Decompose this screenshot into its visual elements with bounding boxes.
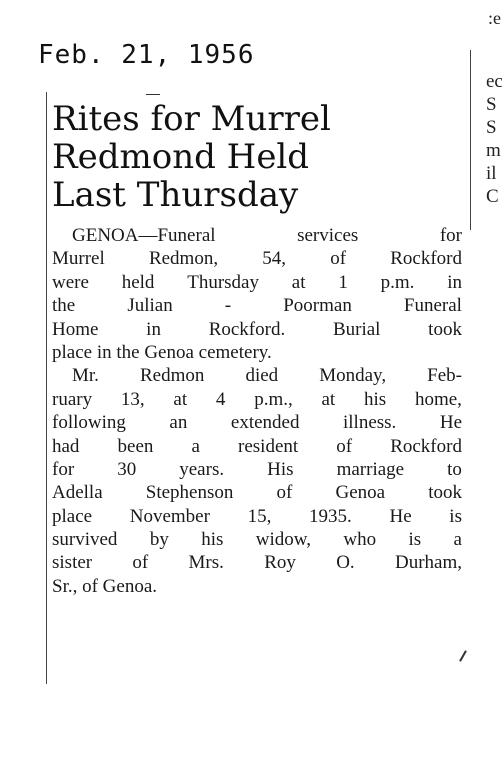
word: Mrs. bbox=[188, 552, 224, 574]
word: Funeral bbox=[403, 295, 462, 317]
word: Roy bbox=[264, 552, 296, 574]
headline-line: Redmond Held bbox=[52, 137, 310, 177]
word: took bbox=[428, 482, 462, 504]
word: the bbox=[52, 295, 76, 317]
fragment-line: S bbox=[486, 94, 497, 115]
text-line bbox=[52, 224, 462, 247]
word: extended bbox=[230, 412, 300, 434]
fragment-line: C bbox=[486, 186, 499, 207]
word: to bbox=[447, 458, 462, 480]
word: widow, bbox=[255, 529, 311, 551]
word: ruary bbox=[52, 388, 93, 410]
word: Murrel bbox=[52, 248, 105, 270]
text-line bbox=[52, 411, 462, 434]
word: Feb- bbox=[427, 365, 462, 387]
word: in bbox=[447, 271, 462, 293]
text-line bbox=[52, 458, 462, 481]
word: Thursday bbox=[187, 271, 259, 293]
word: held bbox=[121, 271, 155, 293]
text-line bbox=[52, 341, 462, 364]
word: of bbox=[336, 435, 353, 457]
word: his bbox=[201, 529, 224, 551]
word: by bbox=[149, 529, 169, 551]
word: for bbox=[52, 458, 75, 480]
word: Durham, bbox=[394, 552, 462, 574]
adjacent-column-fragments bbox=[486, 70, 504, 208]
word: 4 bbox=[215, 388, 226, 410]
word: a bbox=[191, 435, 200, 457]
word: illness. bbox=[343, 412, 397, 434]
word: a bbox=[453, 529, 462, 551]
word: Rockford bbox=[390, 248, 462, 270]
word: at bbox=[173, 388, 188, 410]
word: 30 bbox=[117, 458, 137, 480]
word: GENOA—Funeral bbox=[72, 225, 216, 246]
word: O. bbox=[336, 552, 355, 574]
text-line bbox=[52, 551, 462, 574]
headline-line: Rites for Murrel bbox=[52, 99, 331, 139]
word: years. bbox=[179, 458, 225, 480]
fragment-line: ec bbox=[486, 71, 503, 92]
word: Redmon bbox=[140, 365, 205, 387]
text-line bbox=[52, 435, 462, 458]
word: 1935. bbox=[309, 505, 352, 527]
word: died bbox=[245, 365, 279, 387]
word: p.m. bbox=[380, 271, 415, 293]
text-line bbox=[52, 271, 462, 294]
word: He bbox=[439, 412, 462, 434]
clipping-date: Feb. 21, 1956 bbox=[38, 40, 255, 70]
word: of bbox=[276, 482, 293, 504]
word: of bbox=[330, 248, 347, 270]
word: Julian bbox=[127, 295, 173, 317]
word: is bbox=[408, 529, 422, 551]
word: been bbox=[117, 435, 154, 457]
text-line bbox=[52, 481, 462, 504]
paragraph-1 bbox=[52, 224, 462, 364]
pencil-mark bbox=[459, 650, 467, 661]
article-headline bbox=[52, 100, 462, 214]
text-line bbox=[52, 505, 462, 528]
word: for bbox=[439, 225, 462, 246]
word: He bbox=[389, 505, 412, 527]
word: Rockford bbox=[390, 435, 462, 457]
paragraph-2 bbox=[52, 364, 462, 598]
word: were bbox=[52, 271, 89, 293]
word: place in the Genoa cemetery. bbox=[52, 341, 272, 363]
word: Genoa bbox=[335, 482, 386, 504]
article-body bbox=[52, 224, 462, 598]
text-line bbox=[52, 388, 462, 411]
fragment-line: S bbox=[486, 117, 497, 138]
word: Sr., of Genoa. bbox=[52, 575, 158, 597]
word: services bbox=[297, 225, 359, 246]
word: at bbox=[291, 271, 306, 293]
word: who bbox=[343, 529, 377, 551]
word: took bbox=[428, 318, 462, 340]
word: his bbox=[364, 388, 387, 410]
word: His bbox=[267, 458, 294, 480]
word: an bbox=[169, 412, 188, 434]
word: sister bbox=[52, 552, 93, 574]
word: Stephenson bbox=[145, 482, 234, 504]
word: is bbox=[449, 505, 462, 527]
word: 15, bbox=[247, 505, 272, 527]
word: marriage bbox=[336, 458, 405, 480]
word: at bbox=[321, 388, 336, 410]
word: of bbox=[132, 552, 149, 574]
word: Home bbox=[52, 318, 99, 340]
headline-line: Last Thursday bbox=[52, 175, 299, 215]
word: Burial bbox=[332, 318, 381, 340]
word: resident bbox=[238, 435, 299, 457]
word: 54, bbox=[262, 248, 287, 270]
word: home, bbox=[414, 388, 462, 410]
text-line bbox=[52, 575, 462, 598]
text-line bbox=[52, 364, 462, 387]
word: Rockford. bbox=[208, 318, 286, 340]
word: Redmon, bbox=[148, 248, 219, 270]
text-line bbox=[52, 528, 462, 551]
text-line bbox=[52, 294, 462, 317]
word: following bbox=[52, 412, 126, 434]
word: Adella bbox=[52, 482, 103, 504]
word: - bbox=[224, 295, 232, 317]
word: in bbox=[146, 318, 161, 340]
word: Monday, bbox=[319, 365, 387, 387]
fragment-line: il bbox=[486, 163, 497, 184]
text-line bbox=[52, 318, 462, 341]
word: p.m., bbox=[254, 388, 293, 410]
word: 1 bbox=[338, 271, 348, 293]
adjacent-column-top-fragment: :e bbox=[488, 8, 501, 28]
column-rule-left bbox=[46, 92, 47, 684]
word: Mr. bbox=[72, 365, 99, 387]
divider-dash bbox=[146, 94, 160, 95]
column-rule-right bbox=[470, 50, 471, 230]
word: 13, bbox=[120, 388, 145, 410]
word: survived bbox=[52, 529, 118, 551]
fragment-line: m bbox=[486, 140, 501, 161]
word: place bbox=[52, 505, 93, 527]
text-line bbox=[52, 247, 462, 270]
word: had bbox=[52, 435, 80, 457]
word: November bbox=[129, 505, 210, 527]
news-article bbox=[52, 100, 462, 598]
word: Poorman bbox=[283, 295, 352, 317]
